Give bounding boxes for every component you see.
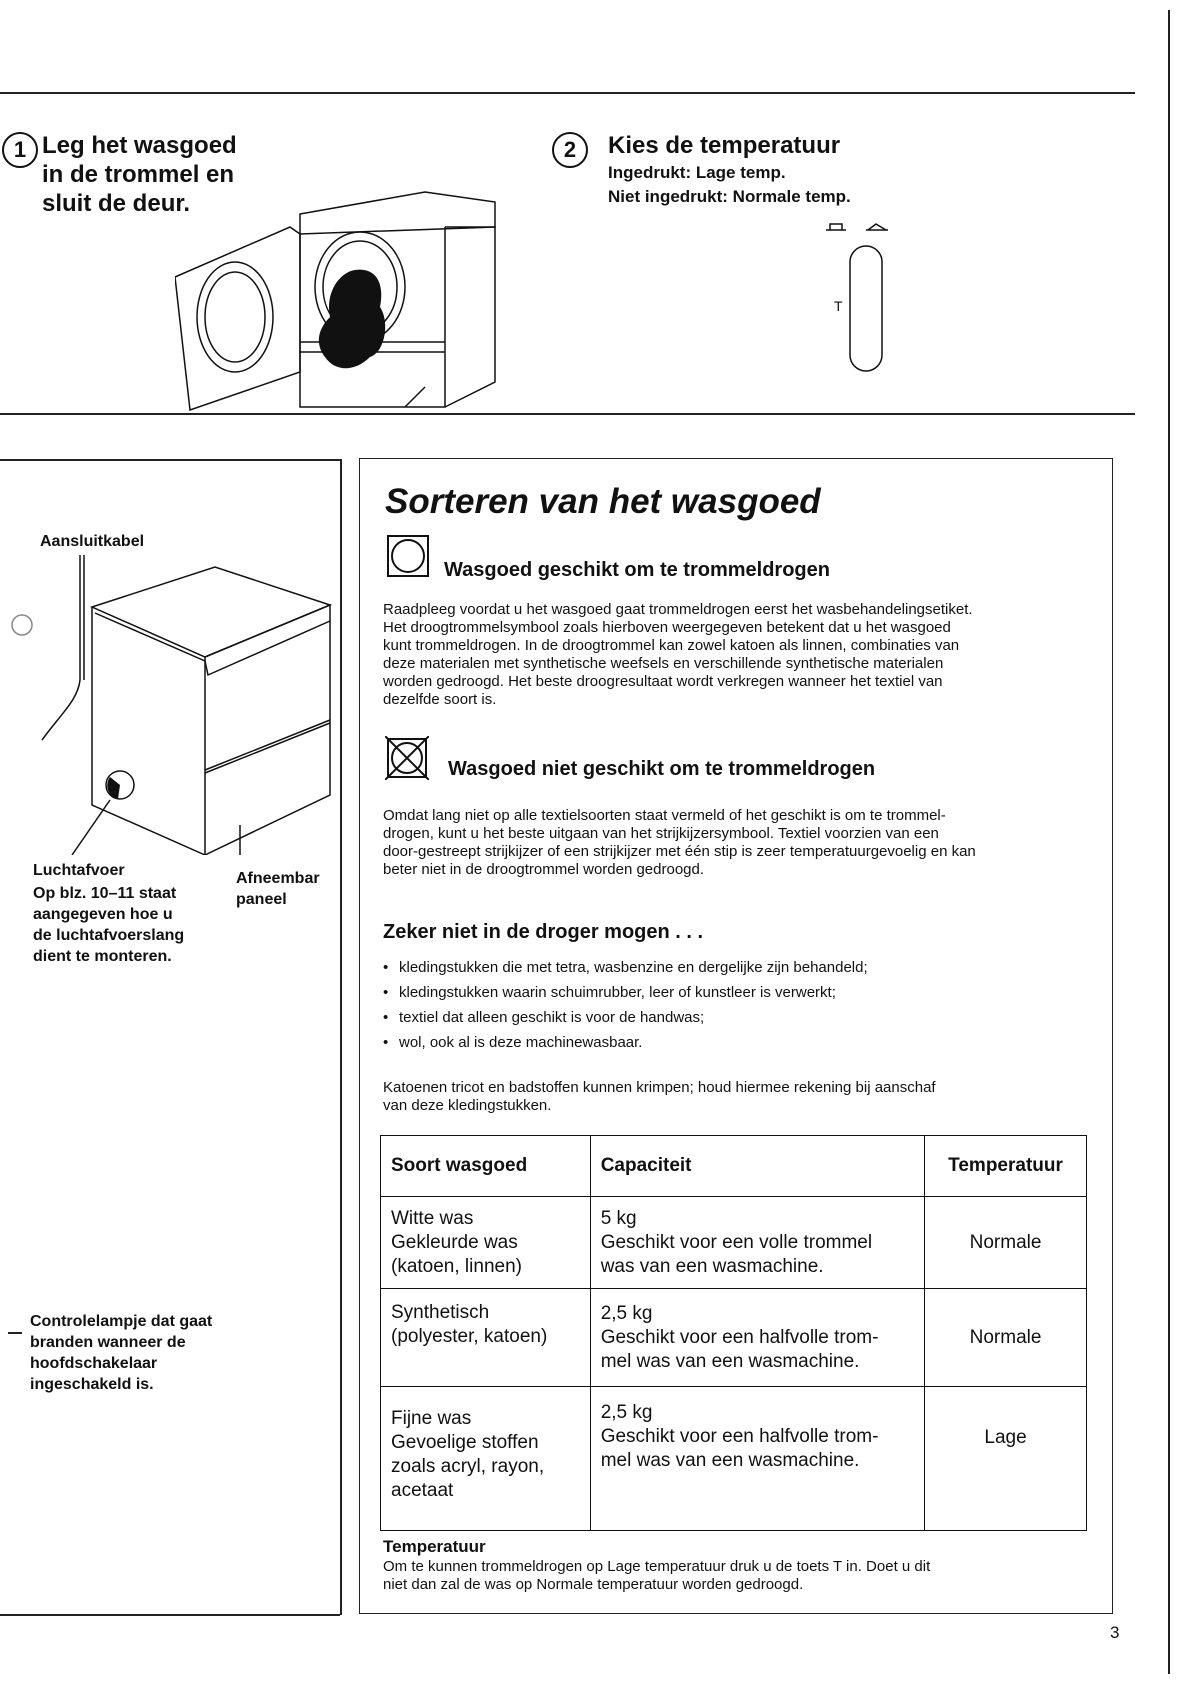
table-cell: 5 kg Geschikt voor een volle trommel was van een wasmachine. [590,1197,924,1289]
table-header-row [381,1136,1087,1197]
step-2-pressed-text: Ingedrukt: Lage temp. [608,163,786,182]
list-item: • kledingstukken waarin schuimrubber, leer of kunstleer is verwerkt; [383,980,868,1005]
table-cell: Fijne was Gevoelige stoffen zoals acryl, rayon, acetaat [381,1387,591,1531]
left-panel-right [340,459,342,1615]
page-number: 3 [1110,1623,1120,1642]
list-item: • textiel dat alleen geschikt is voor de handwas; [383,1005,868,1030]
temperature-note: Temperatuur Om te kunnen trommeldrogen op Lage temperatuur druk u de toets T in. Doet u dit niet dan zal de was op Normale temperatuur worden gedroogd. [383,1537,931,1593]
not-suitable-text: Omdat lang niet op alle textielsoorten staat vermeld of het geschikt is om te trommel- drogen, kunt u het beste uitgaan van het strijkijzersymbool. Textiel voorzien van een door-gestreept strijkijzer of een strijkijzer met één stip is zeer temperatuurgevoelig en kan beter niet in de droogtrommel worden gedroogd. [383,807,976,878]
table-row [381,1197,1087,1289]
top-rule [0,92,1135,94]
temperature-button-illustration[interactable] [820,218,900,378]
main-title: Sorteren van het wasgoed [385,482,821,521]
label-connection-cable: Aansluitkabel [40,533,145,550]
table-cell: Lage [925,1387,1087,1531]
table-cell: Normale [925,1289,1087,1387]
suitable-heading: Wasgoed geschikt om te trommeldrogen [444,559,830,581]
step-2-number: 2 [552,132,588,168]
step-1-title: Leg het wasgoed in de trommel en sluit de deur. [42,132,237,217]
right-edge-rule [1168,10,1170,1674]
laundry-table [380,1135,1087,1531]
table-header: Temperatuur [925,1136,1087,1197]
tumble-dry-not-allowed-icon [385,736,429,780]
table-cell: Normale [925,1197,1087,1289]
label-air-vent: Luchtafvoer Op blz. 10–11 staat aangegeven hoe u de luchtafvoerslang dient te monteren. [33,862,185,965]
table-cell: Synthetisch (polyester, katoen) [381,1289,591,1387]
left-panel-top [0,459,340,461]
shrink-note: Katoenen tricot en badstoffen kunnen krimpen; houd hiermee rekening bij aanschaf van deze kledingstukken. [383,1079,936,1114]
middle-rule [0,413,1135,415]
tumble-dry-allowed-icon [387,535,429,577]
label-removable-panel: Afneembar paneel [236,870,320,908]
dryer-loading-illustration [175,182,505,412]
table-row [381,1387,1087,1531]
temperature-button-label: T [834,298,843,314]
dryer-back-illustration [0,555,340,855]
step-2-not-pressed-text: Niet ingedrukt: Normale temp. [608,187,851,206]
never-list [383,955,868,1055]
never-heading: Zeker niet in de droger mogen . . . [383,921,704,943]
table-cell: 2,5 kg Geschikt voor een halfvolle trom- mel was van een wasmachine. [590,1387,924,1531]
table-cell: Witte was Gekleurde was (katoen, linnen) [381,1197,591,1289]
list-item: • wol, ook al is deze machinewasbaar. [383,1030,868,1055]
label-indicator-lamp: Controlelampje dat gaat branden wanneer de hoofdschakelaar ingeschakeld is. [30,1313,213,1393]
table-cell: 2,5 kg Geschikt voor een halfvolle trom- mel was van een wasmachine. [590,1289,924,1387]
list-item: • kledingstukken die met tetra, wasbenzine en dergelijke zijn behandeld; [383,955,868,980]
table-row [381,1289,1087,1387]
table-header: Capaciteit [590,1136,924,1197]
step-2-title: Kies de temperatuur [608,132,841,159]
table-header: Soort wasgoed [381,1136,591,1197]
not-suitable-heading: Wasgoed niet geschikt om te trommeldrogen [448,758,876,780]
step-1-number: 1 [2,132,38,168]
lamp-pointer-line [8,1332,22,1334]
left-panel-bottom [0,1614,340,1616]
suitable-text: Raadpleeg voordat u het wasgoed gaat trommeldrogen eerst het wasbehandelingsetiket. Het droogtrommelsymbool zoals hierboven weergegeven betekent dat u het wasgoed kunt trommeldrogen. In de droogtrommel kan zowel katoen als linnen, combinaties van deze materialen met synthetische weefsels en verschillende synthetische materialen worden gedroogd. Het beste droogresultaat wordt verkregen wanneer het textiel van dezelfde soort is. [383,601,973,708]
